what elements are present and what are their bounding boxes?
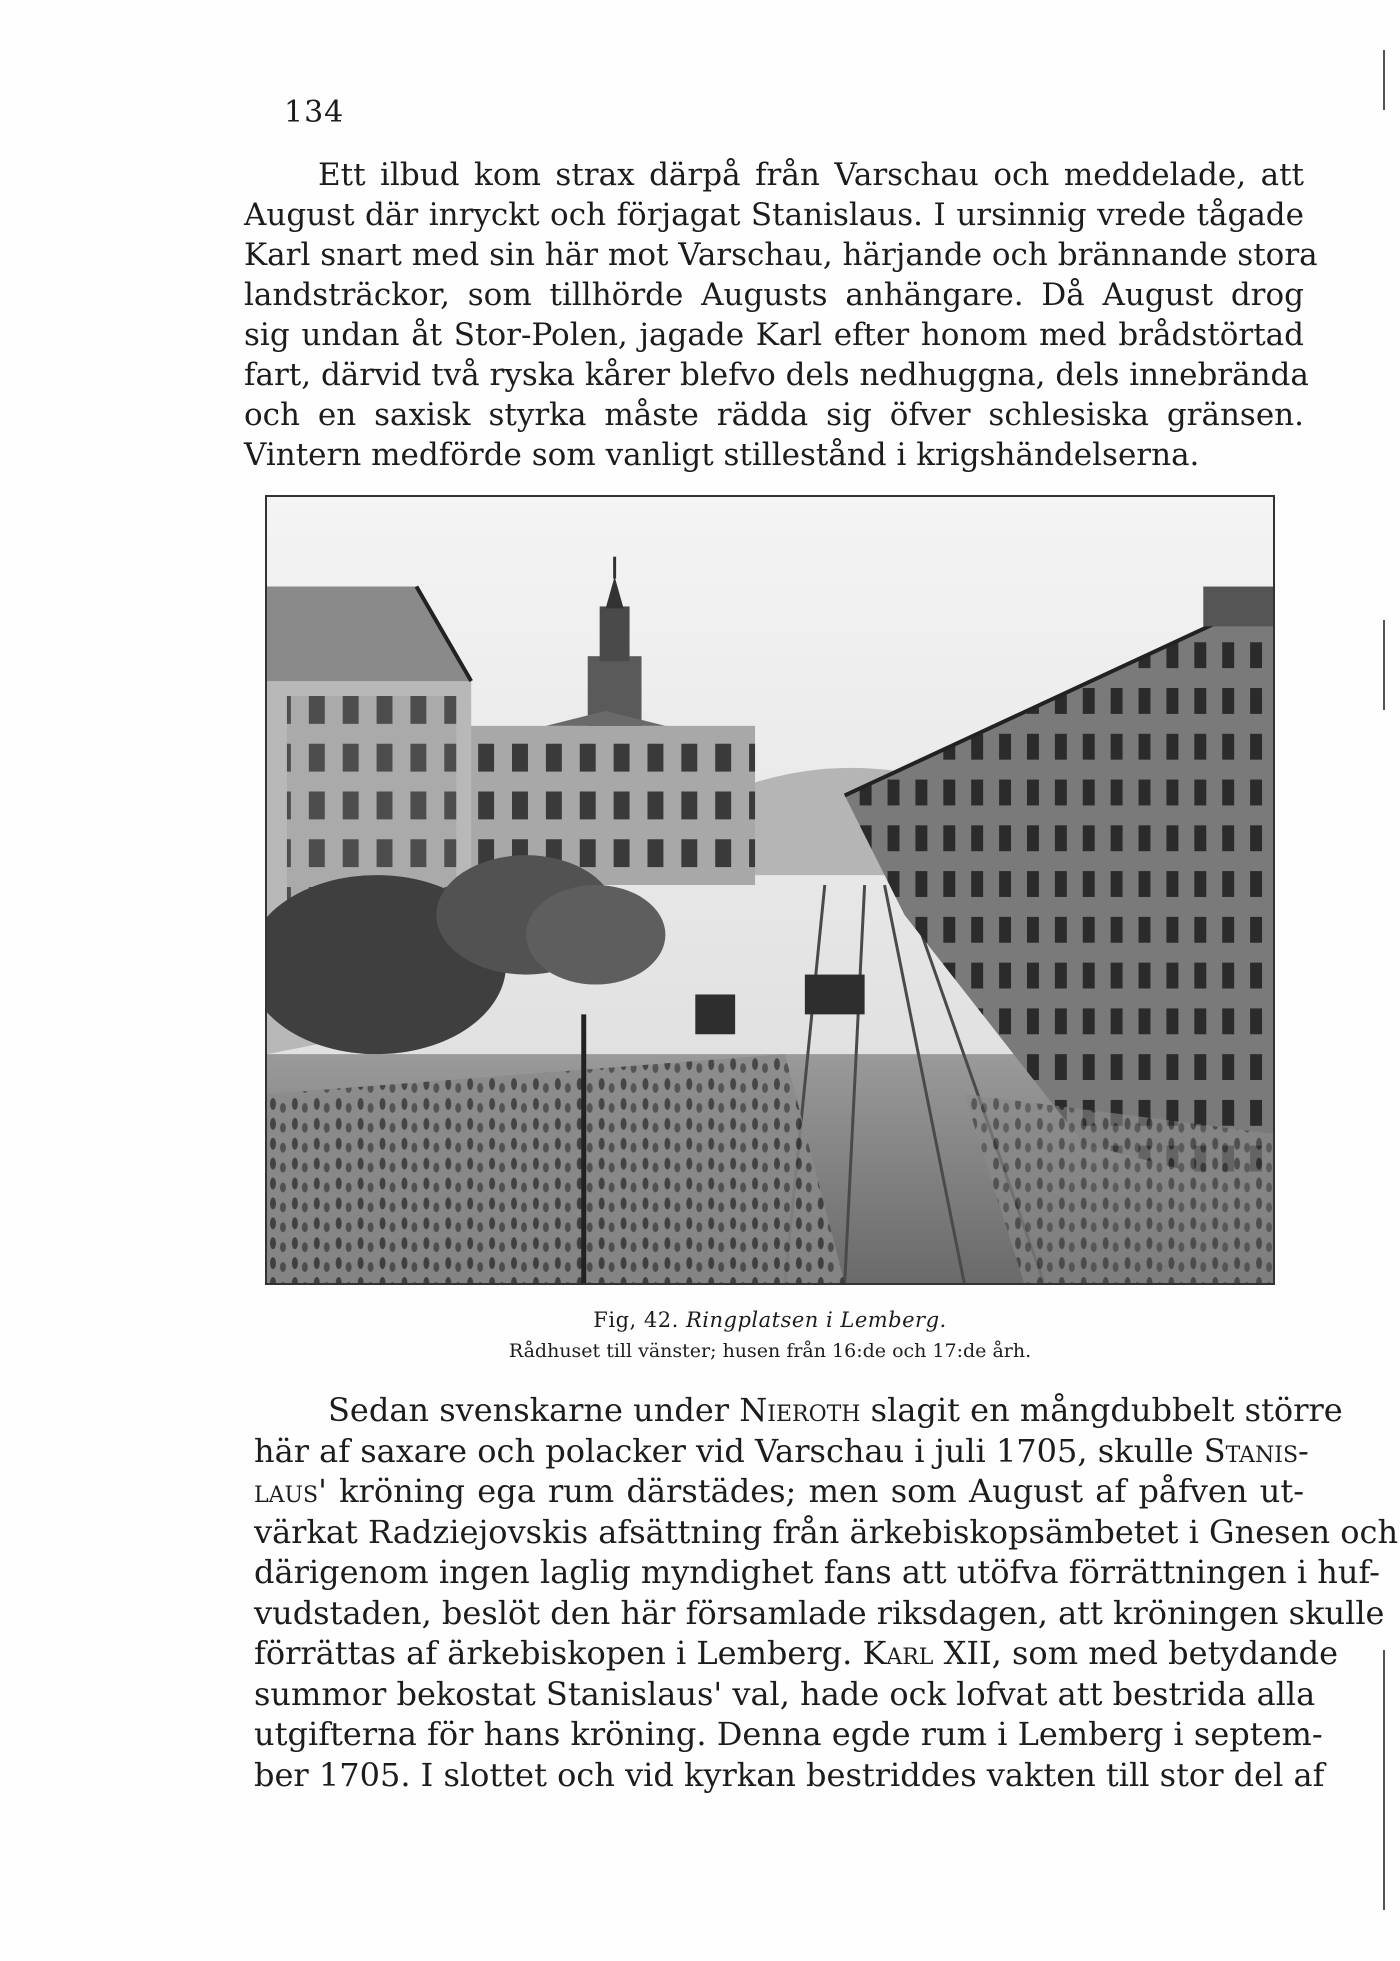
text-line: sig undan åt Stor-Polen, jagade Karl efter honom med brådstörtad (244, 317, 1304, 353)
text-line: Vintern medförde som vanligt stillestånd i krigshändelserna. (244, 437, 1200, 473)
scan-margin-mark (1383, 1650, 1385, 1910)
photo-illustration (267, 497, 1273, 1283)
text-line: vudstaden, beslöt den här församlade riksdagen, att kröningen skulle (254, 1593, 1385, 1632)
text-line: Karl snart med sin här mot Varschau, härjande och brännande stora (244, 237, 1318, 273)
text-line: värkat Radziejovskis afsättning från ärkebiskopsämbetet i Gnesen och (254, 1512, 1399, 1551)
text-line: därigenom ingen laglig myndighet fans att utöfva förrättningen i huf- (254, 1553, 1380, 1591)
text-line: här af saxare och polacker vid Varschau i juli 1705, skulle Stanis- (254, 1431, 1309, 1470)
text-line: August där inryckt och förjagat Stanislaus. I ursinnig vrede tågade (244, 197, 1304, 233)
paragraph-2 (254, 1390, 1399, 1795)
scan-margin-mark (1383, 620, 1385, 710)
paragraph-1 (244, 155, 1318, 475)
market-square-photo (265, 495, 1275, 1285)
text-line: och en saxisk styrka måste rädda sig öfver schlesiska gränsen. (244, 397, 1304, 433)
text-line: förrättas af ärkebiskopen i Lemberg. Karl XII, som med betydande (254, 1634, 1339, 1672)
figure-title: Ringplatsen i Lemberg. (685, 1308, 947, 1332)
scan-margin-mark (1383, 50, 1385, 110)
text-line: fart, därvid två ryska kårer blefvo dels nedhuggna, dels innebrända (244, 357, 1309, 393)
figure-subcaption: Rådhuset till vänster; husen från 16:de och 17:de årh. (508, 1340, 1032, 1362)
text-line: Sedan svenskarne under Nieroth slagit en mångdubbelt större (328, 1391, 1343, 1429)
text-line: utgifterna för hans kröning. Denna egde rum i Lemberg i septem- (254, 1715, 1323, 1753)
text-line: summor bekostat Stanislaus' val, hade ock lofvat att bestrida alla (254, 1674, 1316, 1713)
figure-label: Fig, 42. (593, 1308, 679, 1332)
text-line: landsträckor, som tillhörde Augusts anhängare. Då August drog (244, 277, 1304, 313)
page-number: 134 (284, 95, 345, 130)
text-line: ber 1705. I slottet och vid kyrkan bestriddes vakten till stor del af (254, 1755, 1325, 1794)
figure-caption (265, 1308, 1275, 1332)
text-line: Ett ilbud kom strax därpå från Varschau och meddelade, att (318, 157, 1304, 193)
text-line: laus' kröning ega rum därstädes; men som August af påfven ut- (254, 1472, 1304, 1510)
